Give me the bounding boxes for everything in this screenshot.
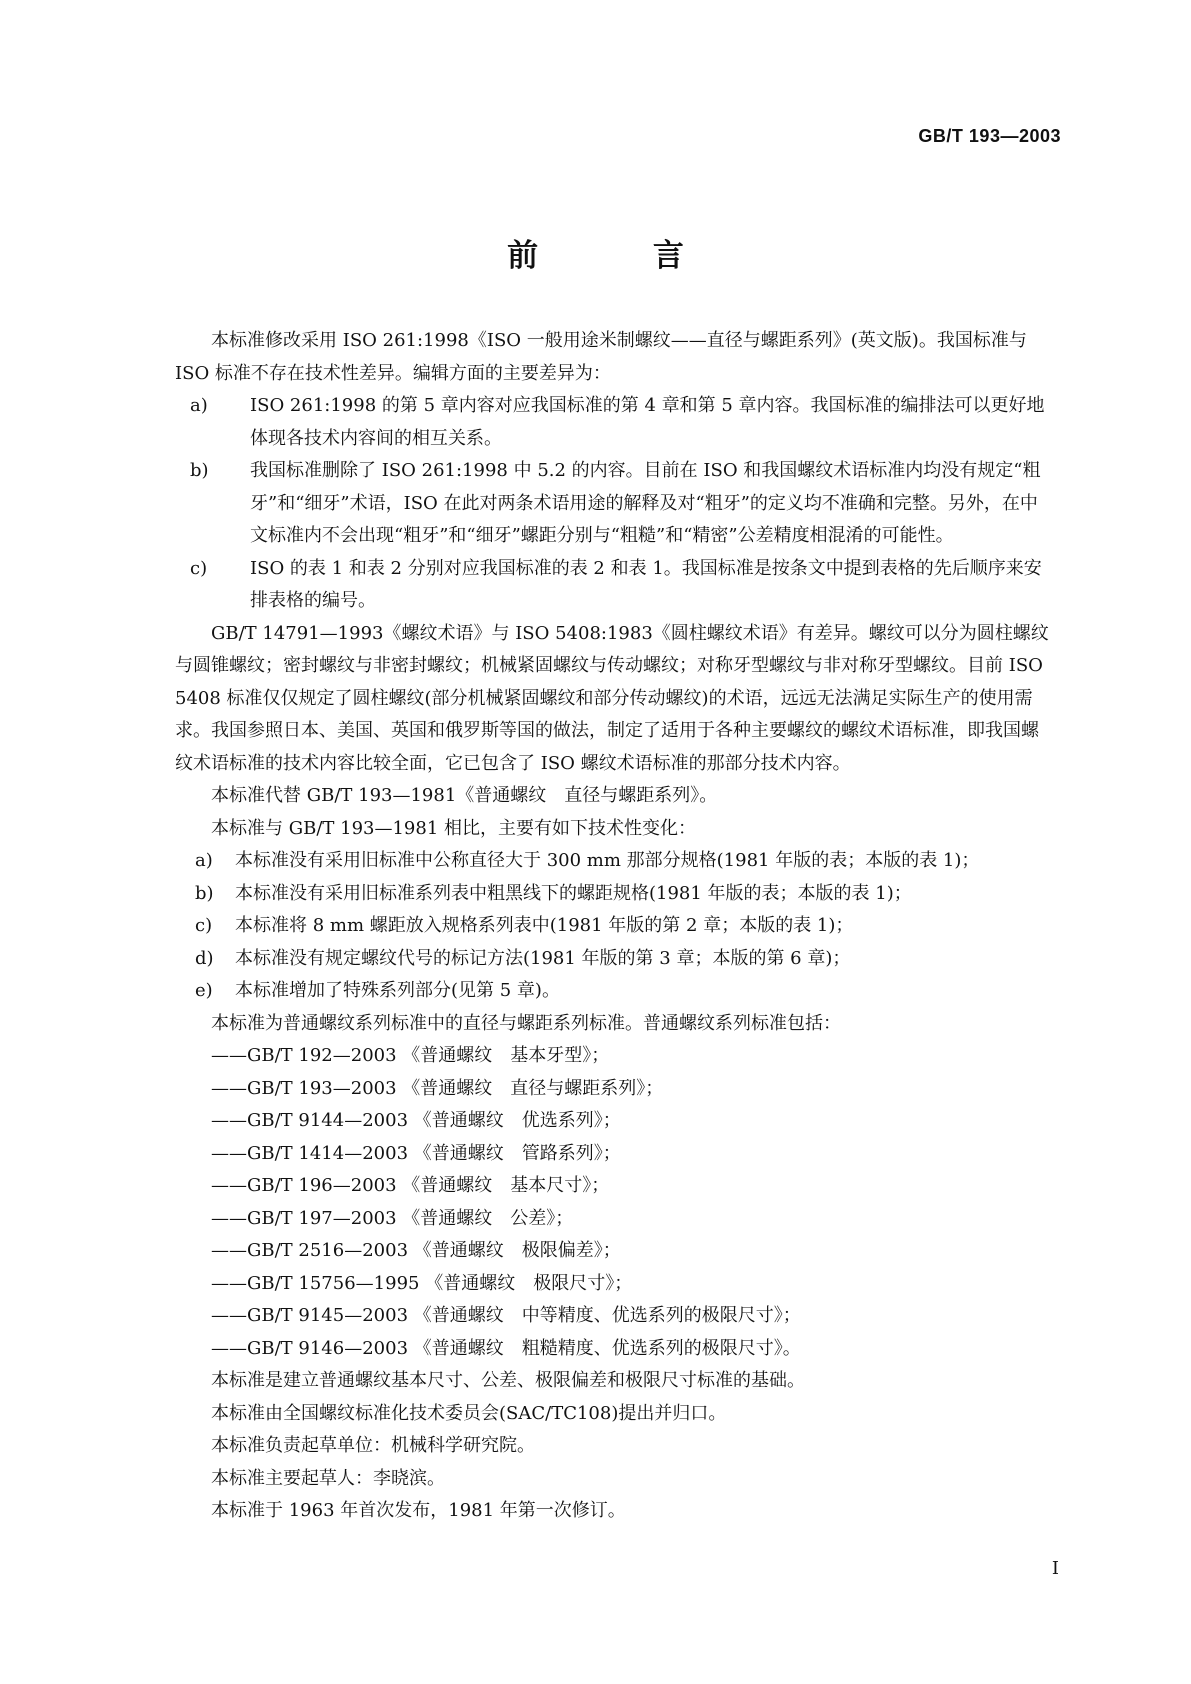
list-item xyxy=(190,390,1055,455)
closing-paragraph: 本标准由全国螺纹标准化技术委员会(SAC/TC108)提出并归口。 xyxy=(211,1402,727,1424)
list-item: ——GB/T 2516—2003 《普通螺纹 极限偏差》； xyxy=(211,1240,621,1261)
list-item-text: 本标准没有采用旧标准系列表中粗黑线下的螺距规格(1981 年版的表；本版的表 1)； xyxy=(235,882,912,904)
list-item-text: 本标准没有规定螺纹代号的标记方法(1981 年版的第 3 章；本版的第 6 章)； xyxy=(235,947,851,969)
closing-paragraph: 本标准主要起草人：李晓滨。 xyxy=(211,1467,445,1489)
list-item: ——GB/T 196—2003 《普通螺纹 基本尺寸》； xyxy=(211,1175,610,1196)
differences-list xyxy=(190,390,1055,618)
standard-code: GB/T 193—2003 xyxy=(918,126,1061,146)
list-item: ——GB/T 9145—2003 《普通螺纹 中等精度、优选系列的极限尺寸》； xyxy=(211,1305,801,1326)
list-item-label: d) xyxy=(195,947,214,969)
list-item xyxy=(195,845,1055,878)
intro-paragraph: 本标准修改采用 ISO 261:1998《ISO 一般用途米制螺纹——直径与螺距系列》(英文版)。我国标准与 ISO 标准不存在技术性差异。编辑方面的主要差异为： xyxy=(175,330,1027,384)
terminology-paragraph: GB/T 14791—1993《螺纹术语》与 ISO 5408:1983《圆柱螺纹术语》有差异。螺纹可以分为圆柱螺纹与圆锥螺纹；密封螺纹与非密封螺纹；机械紧固螺纹与传动螺纹；对称牙型螺纹与非对称牙型螺纹。目前 ISO 5408 标准仅仅规定了圆柱螺纹(部分机械紧固螺纹和部分传动螺纹)的术语，远远无法满足实际生产的使用需求。我国参照日本、美国、英国和俄罗斯等国的做法，制定了适用于各种主要螺纹的螺纹术语标准，即我国螺纹术语标准的技术内容比较全面，它已包含了 ISO 螺纹术语标准的那部分技术内容。 xyxy=(175,622,1049,774)
list-item-text: ISO 的表 1 和表 2 分别对应我国标准的表 2 和表 1。我国标准是按条文中提到表格的先后顺序来安排表格的编号。 xyxy=(250,557,1042,611)
list-item-text: 本标准将 8 mm 螺距放入规格系列表中(1981 年版的第 2 章；本版的表 1)； xyxy=(235,915,854,936)
list-item xyxy=(190,553,1055,618)
list-item xyxy=(195,878,1055,911)
list-item-label: a) xyxy=(195,850,213,871)
list-item-text: ISO 261:1998 的第 5 章内容对应我国标准的第 4 章和第 5 章内容。我国标准的编排法可以更好地体现各技术内容间的相互关系。 xyxy=(250,395,1045,449)
closing-paragraph: 本标准负责起草单位：机械科学研究院。 xyxy=(211,1435,535,1456)
list-item xyxy=(190,455,1055,553)
list-item: ——GB/T 9144—2003 《普通螺纹 优选系列》； xyxy=(211,1110,621,1131)
list-item-label: a) xyxy=(190,395,208,416)
series-intro: 本标准为普通螺纹系列标准中的直径与螺距系列标准。普通螺纹系列标准包括： xyxy=(211,1012,841,1034)
changes-intro: 本标准与 GB/T 193—1981 相比，主要有如下技术性变化： xyxy=(211,817,697,839)
list-item-text: 本标准没有采用旧标准中公称直径大于 300 mm 那部分规格(1981 年版的表；本版的表 1)； xyxy=(235,850,980,871)
list-item-label: b) xyxy=(195,882,214,904)
list-item: ——GB/T 193—2003 《普通螺纹 直径与螺距系列》； xyxy=(211,1077,664,1099)
list-item: ——GB/T 9146—2003 《普通螺纹 粗糙精度、优选系列的极限尺寸》。 xyxy=(211,1337,801,1359)
list-item: ——GB/T 1414—2003 《普通螺纹 管路系列》； xyxy=(211,1142,621,1164)
list-item-label: b) xyxy=(190,460,209,481)
list-item-label: c) xyxy=(195,915,213,936)
list-item-label: c) xyxy=(190,557,208,579)
page-title: 前 言 xyxy=(507,238,736,274)
list-item-text: 本标准增加了特殊系列部分(见第 5 章)。 xyxy=(235,980,560,1001)
list-item xyxy=(195,910,1055,943)
list-item xyxy=(195,943,1055,976)
closing-paragraph: 本标准是建立普通螺纹基本尺寸、公差、极限偏差和极限尺寸标准的基础。 xyxy=(211,1370,805,1391)
list-item-label: e) xyxy=(195,980,213,1001)
list-item: ——GB/T 15756—1995 《普通螺纹 极限尺寸》； xyxy=(211,1272,633,1294)
changes-list xyxy=(195,845,1055,1008)
foreword-body xyxy=(175,325,1055,1528)
list-item-text: 我国标准删除了 ISO 261:1998 中 5.2 的内容。目前在 ISO 和我国螺纹术语标准内均没有规定“粗牙”和“细牙”术语，ISO 在此对两条术语用途的解释及对“粗牙”的定义均不准确和完整。另外，在中文标准内不会出现“粗牙”和“细牙”螺距分别与“粗糙”和“精密”公差精度相混淆的可能性。 xyxy=(250,460,1041,546)
list-item: ——GB/T 197—2003 《普通螺纹 公差》； xyxy=(211,1207,574,1229)
page-number: I xyxy=(1051,1558,1059,1579)
list-item: ——GB/T 192—2003 《普通螺纹 基本牙型》； xyxy=(211,1045,610,1066)
series-list xyxy=(175,1040,1055,1365)
closing-paragraph: 本标准于 1963 年首次发布，1981 年第一次修订。 xyxy=(211,1500,626,1521)
replaces-paragraph: 本标准代替 GB/T 193—1981《普通螺纹 直径与螺距系列》。 xyxy=(211,785,718,806)
list-item xyxy=(195,975,1055,1008)
